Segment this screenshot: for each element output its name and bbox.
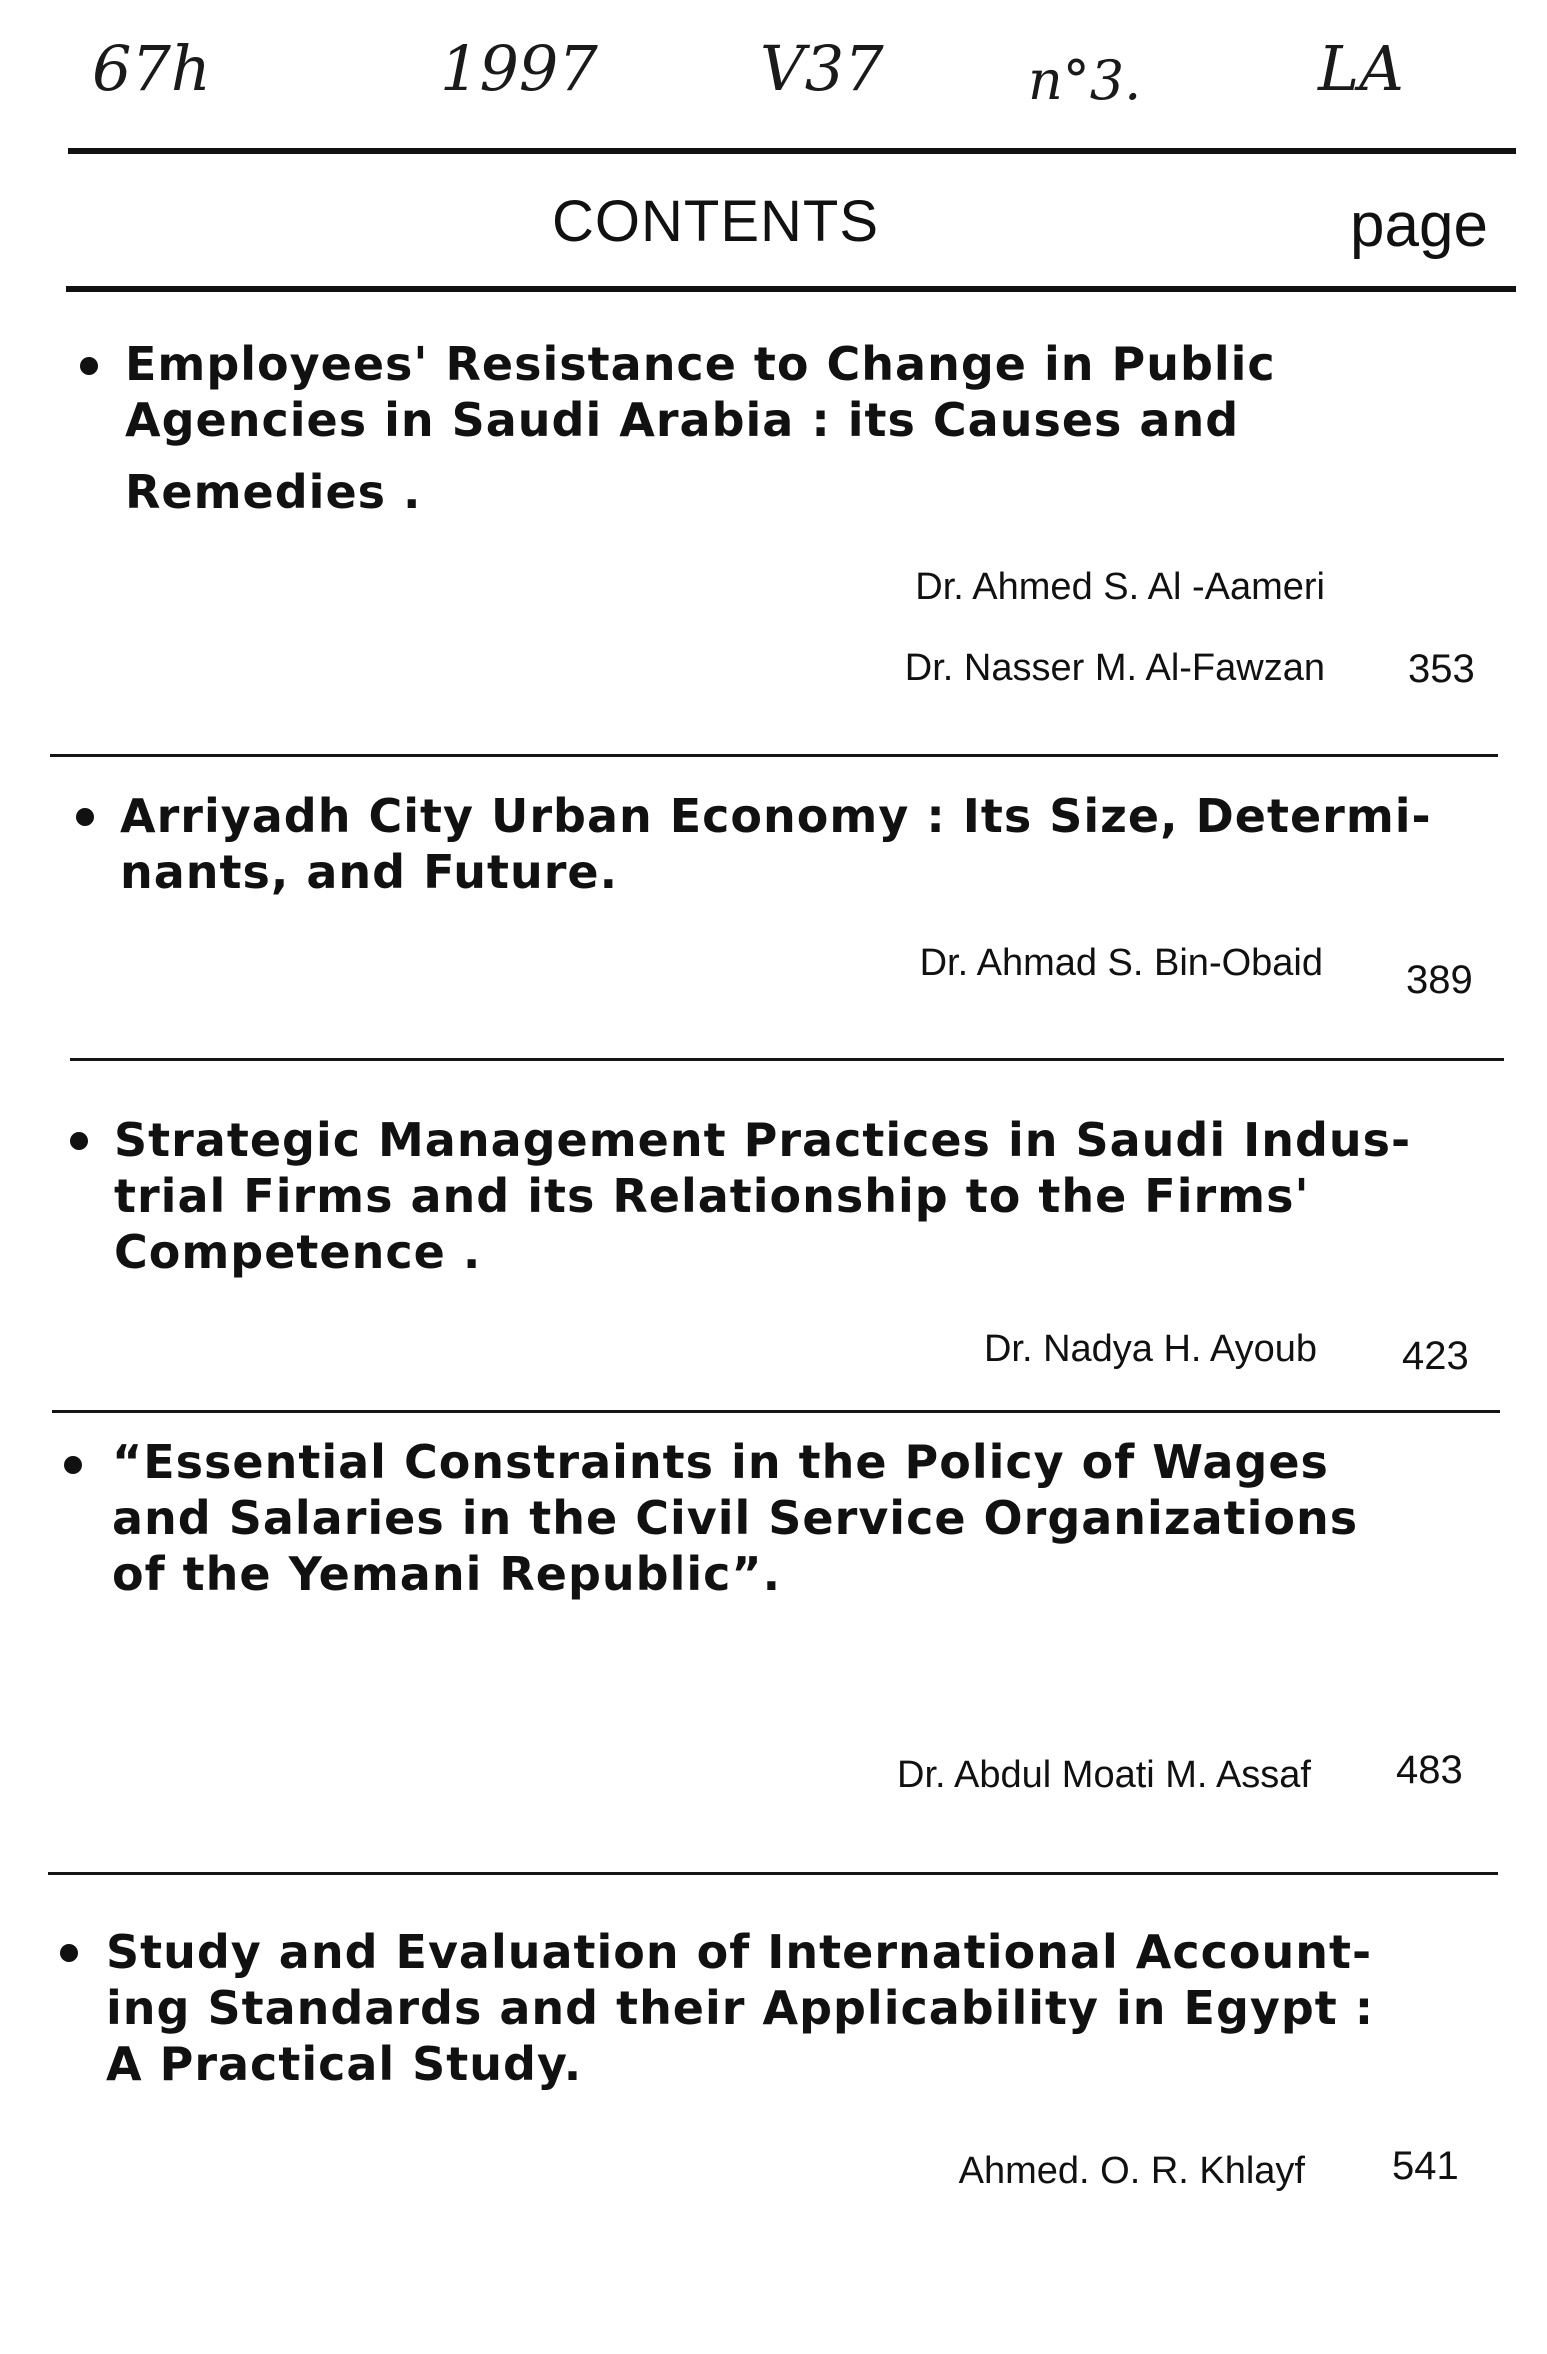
entry-title-2	[120, 788, 1432, 900]
entry-title-line: of the Yemani Republic”.	[112, 1547, 782, 1601]
entry-page-4: 483	[1396, 1748, 1463, 1792]
entry-title-line: “Essential Constraints in the Policy of Wages	[112, 1435, 1329, 1489]
entry-bullet-5	[60, 1944, 78, 1962]
entry-page-5: 541	[1392, 2144, 1459, 2188]
entry-title-line: Remedies .	[125, 465, 422, 519]
entry-bullet-4	[64, 1456, 82, 1474]
handwritten-call-number: 67h	[92, 32, 211, 105]
entry-divider-3	[52, 1410, 1500, 1413]
entry-title-line: ing Standards and their Applicability in Egypt :	[106, 1981, 1375, 2035]
entry-title-line: Employees' Resistance to Change in Public	[125, 337, 1276, 391]
entry-page-3: 423	[1402, 1334, 1469, 1378]
page-title: CONTENTS	[552, 189, 879, 254]
entry-author-1a: Dr. Ahmed S. Al -Aameri	[915, 566, 1325, 608]
entry-divider-1	[50, 754, 1498, 757]
entry-title-3	[114, 1112, 1411, 1280]
handwritten-issue: n°3.	[1028, 49, 1142, 112]
header-top-rule	[68, 148, 1516, 154]
entry-author-5: Ahmed. O. R. Khlayf	[958, 2150, 1305, 2192]
entry-title-line: Strategic Management Practices in Saudi Indus-	[114, 1113, 1412, 1167]
entry-bullet-2	[76, 808, 94, 826]
entry-title-line: and Salaries in the Civil Service Organizations	[112, 1491, 1359, 1545]
entry-title-line: nants, and Future.	[120, 845, 619, 899]
entry-bullet-3	[70, 1132, 88, 1150]
entry-title-line: Arriyadh City Urban Economy : Its Size, Determi-	[120, 789, 1432, 843]
entry-title-line: A Practical Study.	[106, 2037, 583, 2091]
entry-title-line: trial Firms and its Relationship to the Firms'	[114, 1169, 1310, 1223]
page-column-label: page	[1350, 191, 1488, 260]
entry-divider-4	[48, 1872, 1498, 1875]
entry-bullet-1	[80, 357, 98, 375]
entry-author-2: Dr. Ahmad S. Bin-Obaid	[919, 942, 1323, 984]
entry-title-4	[112, 1434, 1358, 1602]
header-bottom-rule	[66, 286, 1516, 292]
entry-page-1: 353	[1408, 647, 1475, 691]
handwritten-initials: LA	[1318, 32, 1404, 105]
entry-author-4: Dr. Abdul Moati M. Assaf	[897, 1754, 1311, 1796]
entry-divider-2	[70, 1058, 1504, 1061]
entry-title-1	[125, 336, 1276, 520]
entry-title-line: Agencies in Saudi Arabia : its Causes and	[125, 393, 1240, 447]
entry-page-2: 389	[1406, 958, 1473, 1002]
entry-title-line: Study and Evaluation of International Account-	[106, 1925, 1373, 1979]
handwritten-year: 1997	[440, 32, 598, 105]
handwritten-volume: V37	[760, 32, 884, 105]
entry-title-5	[106, 1924, 1374, 2092]
entry-author-3: Dr. Nadya H. Ayoub	[983, 1328, 1317, 1370]
entry-author-1b: Dr. Nasser M. Al-Fawzan	[904, 647, 1325, 689]
entry-title-line: Competence .	[114, 1225, 482, 1279]
